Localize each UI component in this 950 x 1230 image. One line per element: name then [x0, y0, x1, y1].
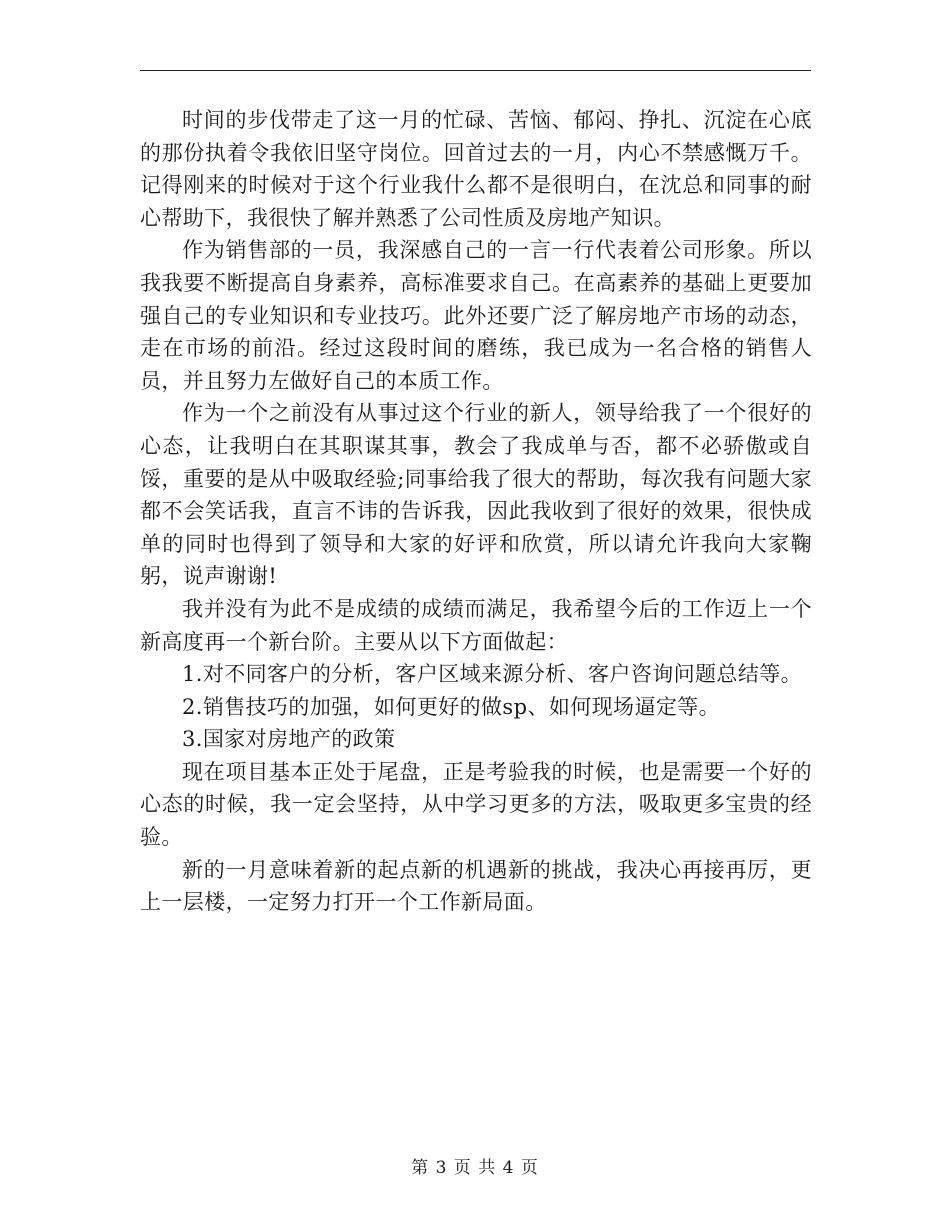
page-footer: 第 3 页 共 4 页 [411, 1158, 539, 1178]
paragraph: 作为一个之前没有从事过这个行业的新人，领导给我了一个很好的心态，让我明白在其职谋其事，教会了我成单与否，都不必骄傲或自馁，重要的是从中吸取经验;同事给我了很大的帮助，每次我有问题大家都不会笑话我，直言不讳的告诉我，因此我收到了很好的效果，很快成单的同时也得到了领导和大家的好评和欣赏，所以请允许我向大家鞠躬，说声谢谢! [140, 401, 812, 589]
header-rule [140, 70, 811, 71]
list-item: 2.销售技巧的加强，如何更好的做sp、如何现场逼定等。 [182, 694, 721, 719]
list-item: 1.对不同客户的分析，客户区域来源分析、客户咨询问题总结等。 [182, 662, 803, 687]
document-body [140, 104, 812, 919]
paragraph: 新的一月意味着新的起点新的机遇新的挑战，我决心再接再厉，更上一层楼，一定努力打开一个工作新局面。 [140, 857, 812, 915]
list-item: 3.国家对房地产的政策 [182, 727, 396, 752]
paragraph: 现在项目基本正处于尾盘，正是考验我的时候，也是需要一个好的心态的时候，我一定会坚持，从中学习更多的方法，吸取更多宝贵的经验。 [140, 759, 812, 850]
paragraph: 我并没有为此不是成绩的成绩而满足，我希望今后的工作迈上一个新高度再一个新台阶。主要从以下方面做起： [140, 596, 812, 654]
paragraph: 作为销售部的一员，我深感自己的一言一行代表着公司形象。所以我我要不断提高自身素养，高标准要求自己。在高素养的基础上更要加强自己的专业知识和专业技巧。此外还要广泛了解房地产市场的动态，走在市场的前沿。经过这段时间的磨练，我已成为一名合格的销售人员，并且努力左做好自己的本质工作。 [140, 238, 812, 393]
paragraph: 时间的步伐带走了这一月的忙碌、苦恼、郁闷、挣扎、沉淀在心底的那份执着令我依旧坚守岗位。回首过去的一月，内心不禁感慨万千。记得刚来的时候对于这个行业我什么都不是很明白，在沈总和同事的耐心帮助下，我很快了解并熟悉了公司性质及房地产知识。 [140, 108, 812, 230]
